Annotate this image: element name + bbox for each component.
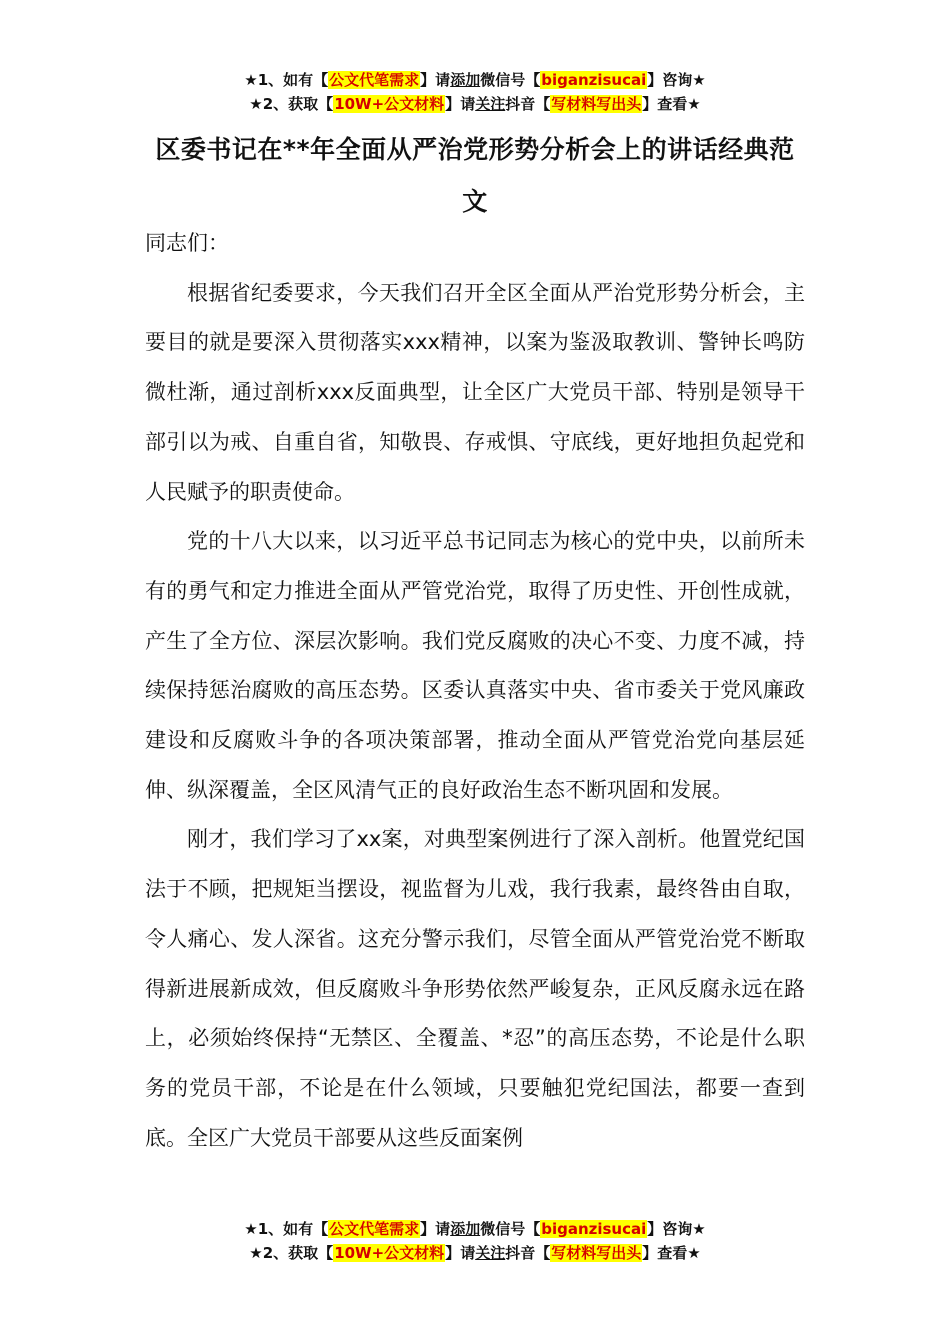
promo-text: 】咨询★ bbox=[647, 1220, 706, 1238]
promo-text: 】咨询★ bbox=[647, 71, 706, 89]
header-promo-banner bbox=[0, 68, 950, 116]
footer-promo-banner bbox=[0, 1217, 950, 1265]
promo-highlight: 10W+公文材料 bbox=[334, 95, 445, 113]
promo-underlined: 关注 bbox=[475, 95, 506, 113]
promo-text: 】请 bbox=[445, 1244, 476, 1262]
promo-text: 抖音【 bbox=[505, 1244, 551, 1262]
promo-highlight: 写材料写出头 bbox=[551, 1244, 642, 1262]
promo-text: 抖音【 bbox=[505, 95, 551, 113]
promo-text: 】查看★ bbox=[642, 95, 701, 113]
promo-highlight: biganzisucai bbox=[541, 1220, 647, 1238]
promo-line-1 bbox=[0, 68, 950, 92]
paragraph: 刚才，我们学习了xx案，对典型案例进行了深入剖析。他置党纪国法于不顾，把规矩当摆设，视监督为儿戏，我行我素，最终咎由自取，令人痛心、发人深省。这充分警示我们，尽管全面从严管党治党不断取得新进展新成效，但反腐败斗争形势依然严峻复杂，正风反腐永远在路上，必须始终保持“无禁区、全覆盖、*忍”的高压态势，不论是什么职务的党员干部，不论是在什么领域，只要触犯党纪国法，都要一查到底。全区广大党员干部要从这些反面案例 bbox=[145, 827, 805, 1150]
promo-text: ★2、获取【 bbox=[249, 95, 334, 113]
promo-underlined: 添加 bbox=[450, 1220, 481, 1238]
promo-highlight: biganzisucai bbox=[541, 71, 647, 89]
promo-text: ★1、如有【 bbox=[244, 1220, 329, 1238]
promo-text: 】请 bbox=[420, 1220, 451, 1238]
promo-highlight: 公文代笔需求 bbox=[329, 1220, 420, 1238]
promo-text: ★1、如有【 bbox=[244, 71, 329, 89]
promo-text: 】请 bbox=[445, 95, 476, 113]
promo-text: ★2、获取【 bbox=[249, 1244, 334, 1262]
promo-text: 微信号【 bbox=[480, 71, 541, 89]
document-body bbox=[145, 219, 805, 1163]
promo-text: 】查看★ bbox=[642, 1244, 701, 1262]
document-title: 区委书记在**年全面从严治党形势分析会上的讲话经典范文 bbox=[155, 135, 795, 216]
promo-line-1 bbox=[0, 1217, 950, 1241]
promo-text: 微信号【 bbox=[480, 1220, 541, 1238]
promo-underlined: 关注 bbox=[475, 1244, 506, 1262]
paragraph: 党的十八大以来，以习近平总书记同志为核心的党中央，以前所未有的勇气和定力推进全面从严管党治党，取得了历史性、开创性成就，产生了全方位、深层次影响。我们党反腐败的决心不变、力度不减，持续保持惩治腐败的高压态势。区委认真落实中央、省市委关于党风廉政建设和反腐败斗争的各项决策部署，推动全面从严管党治党向基层延伸、纵深覆盖，全区风清气正的良好政治生态不断巩固和发展。 bbox=[145, 529, 805, 802]
salutation: 同志们： bbox=[145, 231, 229, 255]
promo-text: 】请 bbox=[420, 71, 451, 89]
promo-highlight: 10W+公文材料 bbox=[334, 1244, 445, 1262]
promo-highlight: 公文代笔需求 bbox=[329, 71, 420, 89]
promo-line-2 bbox=[0, 1241, 950, 1265]
paragraph: 根据省纪委要求，今天我们召开全区全面从严治党形势分析会，主要目的就是要深入贯彻落实xxx精神，以案为鉴汲取教训、警钟长鸣防微杜渐，通过剖析xxx反面典型，让全区广大党员干部、特别是领导干部引以为戒、自重自省，知敬畏、存戒惧、守底线，更好地担负起党和人民赋予的职责使命。 bbox=[145, 280, 805, 504]
promo-underlined: 添加 bbox=[450, 71, 481, 89]
promo-line-2 bbox=[0, 92, 950, 116]
promo-highlight: 写材料写出头 bbox=[551, 95, 642, 113]
